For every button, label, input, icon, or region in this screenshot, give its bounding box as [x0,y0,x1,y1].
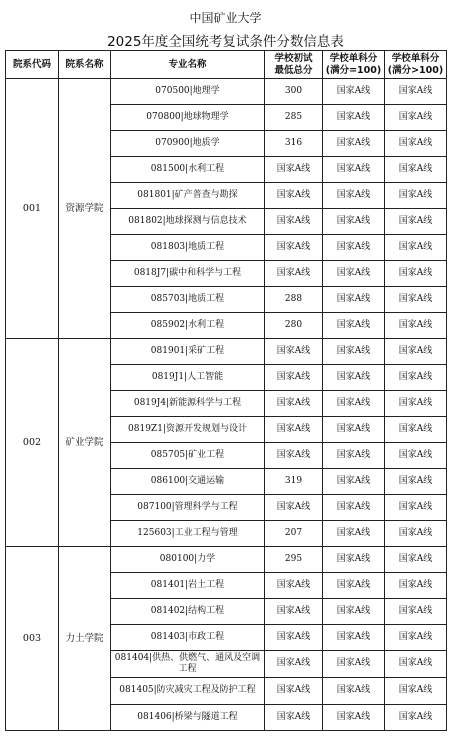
total-score-cell: 207 [265,521,323,547]
total-score-cell: 国家A线 [265,443,323,469]
single-100-cell: 国家A线 [323,547,385,573]
major-cell: 081802|地球探测与信息技术 [111,209,265,235]
single-100-cell: 国家A线 [323,495,385,521]
major-cell: 0819J1|人工智能 [111,365,265,391]
single-100-cell: 国家A线 [323,131,385,157]
dept-code-cell: 003 [6,547,59,731]
major-cell: 081803|地质工程 [111,235,265,261]
major-cell: 0818J7|碳中和科学与工程 [111,261,265,287]
single-100-cell: 国家A线 [323,391,385,417]
single-100-cell: 国家A线 [323,599,385,625]
total-score-cell: 国家A线 [265,391,323,417]
dept-name-cell: 矿业学院 [59,339,111,547]
total-score-cell: 国家A线 [265,573,323,599]
single-100-cell: 国家A线 [323,365,385,391]
dept-code-cell: 002 [6,339,59,547]
total-score-cell: 国家A线 [265,417,323,443]
total-score-cell: 国家A线 [265,678,323,705]
total-score-cell: 国家A线 [265,495,323,521]
single-gt100-cell: 国家A线 [385,157,447,183]
single-100-cell: 国家A线 [323,105,385,131]
major-cell: 081402|结构工程 [111,599,265,625]
single-gt100-cell: 国家A线 [385,521,447,547]
total-score-cell: 300 [265,79,323,105]
single-gt100-cell: 国家A线 [385,651,447,678]
single-100-cell: 国家A线 [323,287,385,313]
single-gt100-cell: 国家A线 [385,131,447,157]
single-gt100-cell: 国家A线 [385,79,447,105]
single-gt100-cell: 国家A线 [385,547,447,573]
major-cell: 070500|地理学 [111,79,265,105]
major-cell: 081801|矿产普查与勘探 [111,183,265,209]
dept-code-cell: 001 [6,79,59,339]
document-title: 2025年度全国统考复试条件分数信息表 [107,34,344,50]
total-score-cell: 国家A线 [265,705,323,731]
header-major: 专业名称 [111,51,265,79]
header-dept-code: 院系代码 [6,51,59,79]
single-100-cell: 国家A线 [323,261,385,287]
major-cell: 081405|防灾减灾工程及防护工程 [111,678,265,705]
table-header-row [6,51,447,79]
single-100-cell: 国家A线 [323,573,385,599]
single-100-cell: 国家A线 [323,183,385,209]
header-dept-name: 院系名称 [59,51,111,79]
total-score-cell: 国家A线 [265,599,323,625]
total-score-cell: 285 [265,105,323,131]
header-total-line: 学校初试 最低总分 [265,51,323,79]
header-single-100: 学校单科分 (满分=100) [323,51,385,79]
major-cell: 0819Z1|资源开发规划与设计 [111,417,265,443]
major-cell: 081406|桥梁与隧道工程 [111,705,265,731]
single-gt100-cell: 国家A线 [385,495,447,521]
total-score-cell: 295 [265,547,323,573]
major-cell: 081401|岩土工程 [111,573,265,599]
single-100-cell: 国家A线 [323,235,385,261]
single-gt100-cell: 国家A线 [385,339,447,365]
total-score-cell: 国家A线 [265,261,323,287]
major-cell: 081500|水利工程 [111,157,265,183]
total-score-cell: 国家A线 [265,235,323,261]
total-score-cell: 国家A线 [265,365,323,391]
major-cell: 081901|采矿工程 [111,339,265,365]
major-cell: 070900|地质学 [111,131,265,157]
total-score-cell: 国家A线 [265,625,323,651]
single-100-cell: 国家A线 [323,469,385,495]
table-row [6,79,447,105]
major-cell: 086100|交通运输 [111,469,265,495]
total-score-cell: 国家A线 [265,183,323,209]
total-score-cell: 国家A线 [265,157,323,183]
single-gt100-cell: 国家A线 [385,599,447,625]
single-100-cell: 国家A线 [323,443,385,469]
total-score-cell: 国家A线 [265,651,323,678]
table-row [6,547,447,573]
header-single-gt100: 学校单科分 (满分>100) [385,51,447,79]
major-cell: 085902|水利工程 [111,313,265,339]
single-gt100-cell: 国家A线 [385,391,447,417]
table-body [6,79,447,731]
total-score-cell: 288 [265,287,323,313]
total-score-cell: 国家A线 [265,209,323,235]
single-100-cell: 国家A线 [323,79,385,105]
major-cell: 0819J4|新能源科学与工程 [111,391,265,417]
total-score-cell: 316 [265,131,323,157]
single-100-cell: 国家A线 [323,417,385,443]
single-gt100-cell: 国家A线 [385,417,447,443]
single-gt100-cell: 国家A线 [385,313,447,339]
single-gt100-cell: 国家A线 [385,443,447,469]
major-cell: 080100|力学 [111,547,265,573]
single-gt100-cell: 国家A线 [385,235,447,261]
score-table [5,50,447,731]
single-gt100-cell: 国家A线 [385,287,447,313]
dept-name-cell: 资源学院 [59,79,111,339]
single-100-cell: 国家A线 [323,678,385,705]
single-100-cell: 国家A线 [323,705,385,731]
single-gt100-cell: 国家A线 [385,573,447,599]
single-gt100-cell: 国家A线 [385,365,447,391]
single-gt100-cell: 国家A线 [385,183,447,209]
major-cell: 085705|矿业工程 [111,443,265,469]
university-name: 中国矿业大学 [189,11,262,25]
major-cell: 125603|工业工程与管理 [111,521,265,547]
single-100-cell: 国家A线 [323,521,385,547]
major-cell: 081403|市政工程 [111,625,265,651]
single-100-cell: 国家A线 [323,651,385,678]
total-score-cell: 319 [265,469,323,495]
single-100-cell: 国家A线 [323,313,385,339]
major-cell: 070800|地球物理学 [111,105,265,131]
single-gt100-cell: 国家A线 [385,105,447,131]
table-row [6,339,447,365]
single-gt100-cell: 国家A线 [385,678,447,705]
total-score-cell: 280 [265,313,323,339]
dept-name-cell: 力土学院 [59,547,111,731]
single-gt100-cell: 国家A线 [385,469,447,495]
total-score-cell: 国家A线 [265,339,323,365]
single-gt100-cell: 国家A线 [385,209,447,235]
single-gt100-cell: 国家A线 [385,625,447,651]
single-100-cell: 国家A线 [323,157,385,183]
single-100-cell: 国家A线 [323,209,385,235]
major-cell: 081404|供热、供燃气、通风及空调工程 [111,651,265,678]
single-gt100-cell: 国家A线 [385,705,447,731]
major-cell: 087100|管理科学与工程 [111,495,265,521]
major-cell: 085703|地质工程 [111,287,265,313]
single-100-cell: 国家A线 [323,625,385,651]
single-100-cell: 国家A线 [323,339,385,365]
single-gt100-cell: 国家A线 [385,261,447,287]
